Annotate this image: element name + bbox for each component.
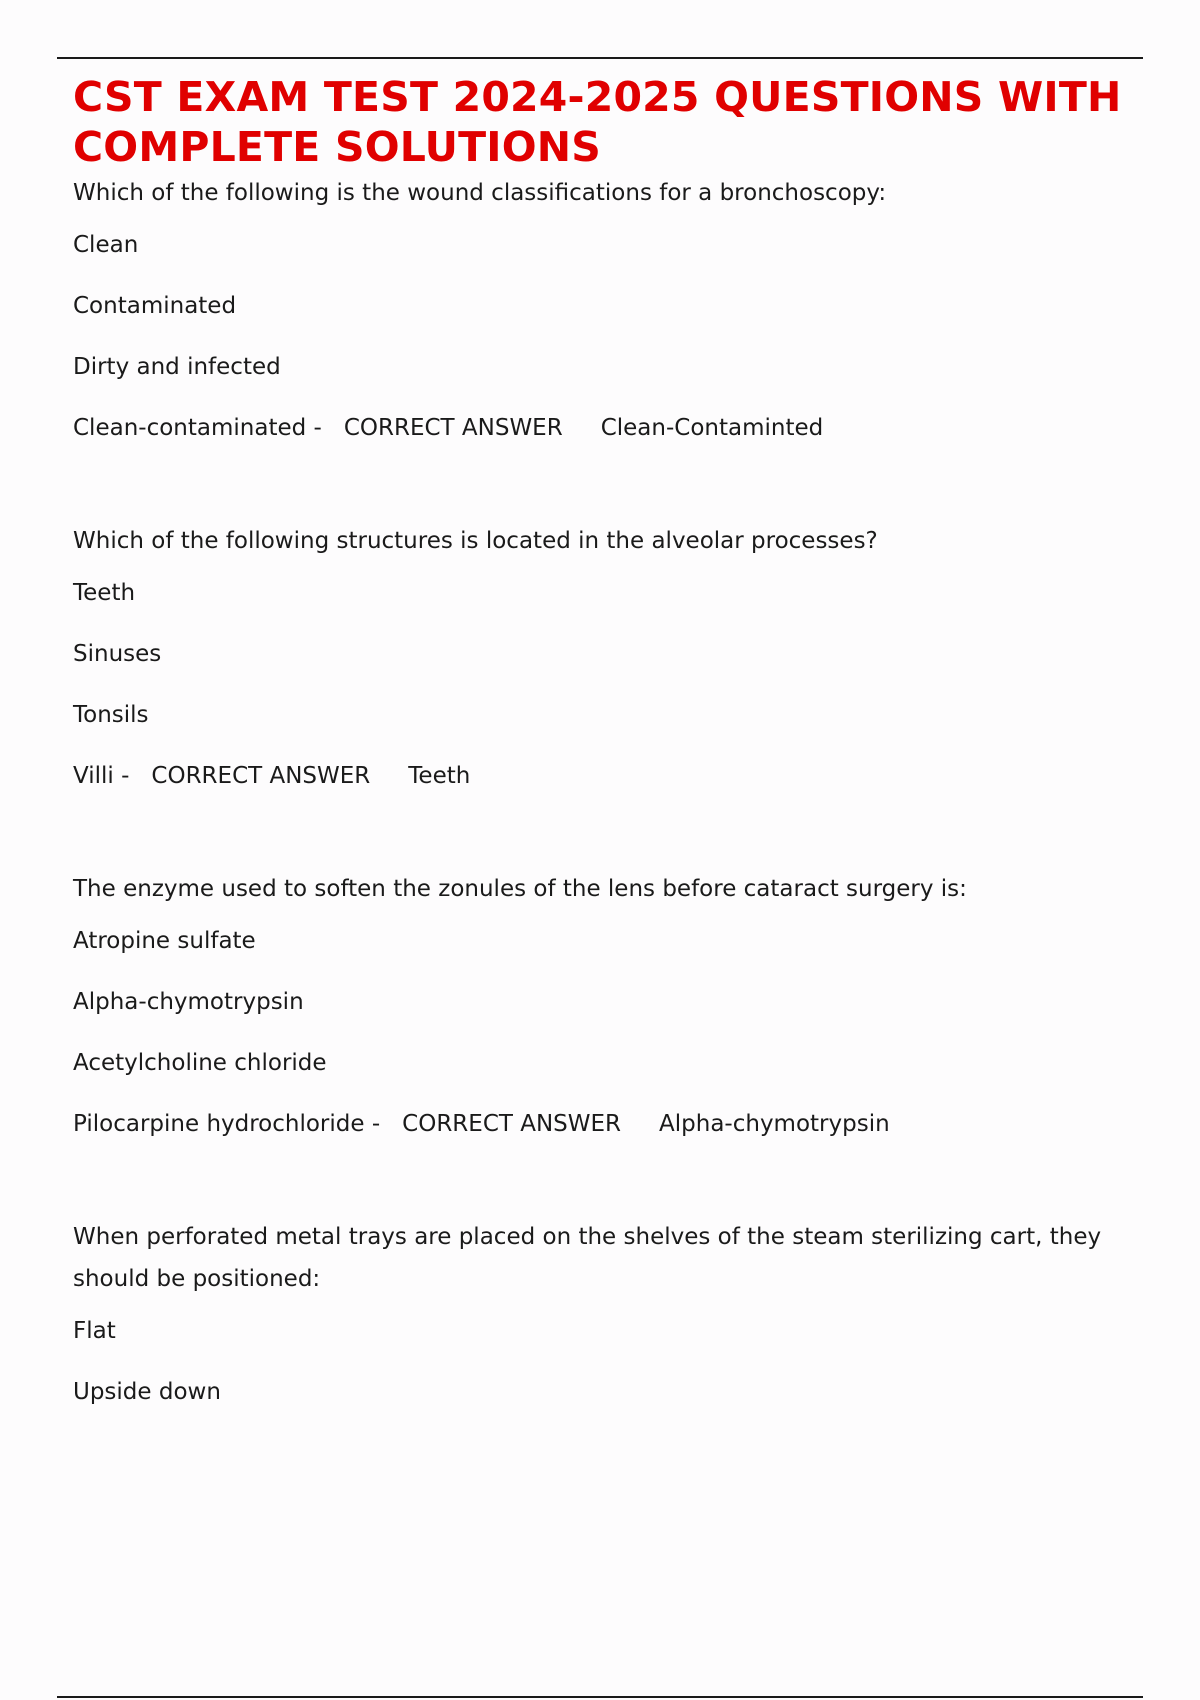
option-d-with-answer [73,413,1173,443]
option-a: Clean [73,232,139,258]
question-text: When perforated metal trays are placed on the shelves of the steam sterilizing cart, they should be positioned: [73,1224,1102,1292]
question-text: Which of the following structures is located in the alveolar processes? [73,528,878,554]
option-b: Contaminated [73,293,237,319]
option-d-with-answer [73,761,1173,791]
option-a: Teeth [73,580,136,606]
option-a: Atropine sulfate [73,928,256,954]
question-4 [73,1216,1173,1407]
correct-answer-value: Teeth [408,763,471,789]
bottom-rule [57,1696,1143,1698]
document-body [73,72,1173,1407]
correct-answer-value: Clean-Contaminted [600,415,824,441]
question-text: The enzyme used to soften the zonules of the lens before cataract surgery is: [73,876,967,902]
option-c: Dirty and infected [73,354,281,380]
option-d: Clean-contaminated - [73,415,322,441]
option-b: Upside down [73,1379,221,1405]
option-c: Tonsils [73,702,149,728]
option-b: Sinuses [73,641,162,667]
document-title: CST EXAM TEST 2024-2025 QUESTIONS WITH COMPLETE SOLUTIONS [73,73,1122,171]
option-b: Alpha-chymotrypsin [73,989,304,1015]
top-rule [57,57,1143,59]
option-d: Pilocarpine hydrochloride - [73,1111,381,1137]
question-text: Which of the following is the wound classifications for a bronchoscopy: [73,180,887,206]
correct-answer-value: Alpha-chymotrypsin [659,1111,890,1137]
correct-answer-label: CORRECT ANSWER [402,1111,622,1137]
question-2 [73,520,1173,791]
option-d-with-answer [73,1109,1173,1139]
option-d: Villi - [73,763,130,789]
question-1 [73,172,1173,443]
correct-answer-label: CORRECT ANSWER [151,763,371,789]
option-a: Flat [73,1318,116,1344]
correct-answer-label: CORRECT ANSWER [343,415,563,441]
option-c: Acetylcholine chloride [73,1050,327,1076]
question-3 [73,868,1173,1139]
